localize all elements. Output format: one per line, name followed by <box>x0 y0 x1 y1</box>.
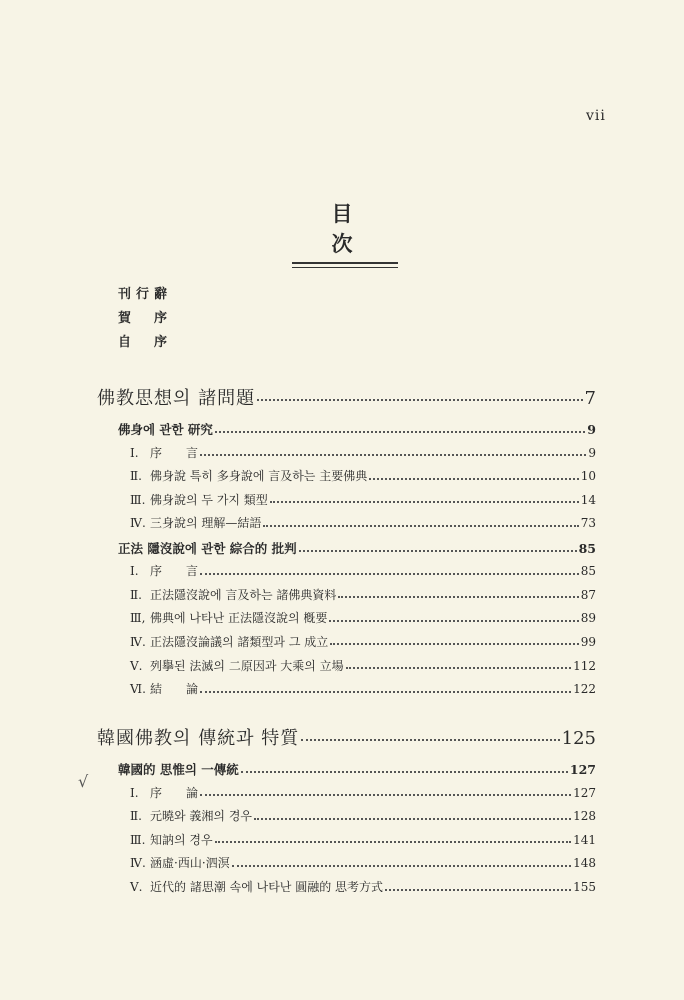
page-reference: 85 <box>578 540 596 556</box>
dot-leader <box>200 691 571 693</box>
part-entry-title <box>97 724 299 750</box>
section-title: 結 論 <box>150 682 199 697</box>
chapter-entry <box>118 760 596 778</box>
page-reference: 85 <box>580 564 596 579</box>
page-reference: 10 <box>580 469 596 484</box>
page-reference: 89 <box>580 611 596 626</box>
section-number: Ⅵ. <box>130 682 146 697</box>
chapter-entry <box>118 539 596 557</box>
front-matter-item: 賀 序 <box>118 311 173 326</box>
section-title: 涵虛·西山·泗溟 <box>150 856 230 871</box>
handwritten-check-mark: √ <box>78 772 89 791</box>
section-title: 序 言 <box>150 564 199 579</box>
title-underline <box>292 262 398 268</box>
dot-leader <box>215 431 585 433</box>
dot-leader <box>215 841 572 843</box>
page-reference: 127 <box>573 785 596 800</box>
dot-leader <box>369 478 578 480</box>
page-reference: 7 <box>584 388 596 409</box>
dot-leader <box>338 596 578 598</box>
front-matter-item: 自 序 <box>118 335 173 350</box>
section-entry <box>130 562 596 579</box>
toc-heading <box>292 198 426 268</box>
section-number: Ⅴ. <box>130 658 143 673</box>
section-entry-title <box>130 586 336 603</box>
section-entry-title <box>130 878 383 895</box>
section-title: 佛身說 특히 多身說에 言及하는 主要佛典 <box>150 469 368 484</box>
section-number: Ⅱ. <box>130 587 142 602</box>
dot-leader <box>385 889 571 891</box>
page-number: vii <box>586 108 606 124</box>
section-number: Ⅲ. <box>130 832 146 847</box>
dot-leader <box>330 643 578 645</box>
section-number: Ⅳ. <box>130 634 146 649</box>
section-number: Ⅰ. <box>130 564 139 579</box>
section-entry-title <box>130 854 230 871</box>
section-title: 近代的 諸思潮 속에 나타난 圓融的 思考方式 <box>150 880 384 894</box>
dot-leader <box>270 501 579 503</box>
section-title: 正法隱沒說에 言及하는 諸佛典資料 <box>150 587 337 602</box>
section-number: Ⅰ. <box>130 445 139 460</box>
page-reference: 128 <box>573 809 596 824</box>
section-entry <box>130 784 596 801</box>
page-reference: 155 <box>573 880 596 894</box>
front-matter <box>118 283 172 355</box>
section-title: 序 言 <box>150 445 199 460</box>
dot-leader <box>200 454 586 456</box>
section-title: 序 論 <box>150 785 199 800</box>
section-entry-title <box>130 491 268 508</box>
dot-leader <box>257 399 582 401</box>
page-reference: 122 <box>573 682 596 697</box>
chapter-title: 正法 隱沒說에 관한 綜合的 批判 <box>118 540 297 556</box>
section-entry <box>130 878 596 895</box>
section-entry-title <box>130 609 327 626</box>
section-number: Ⅱ. <box>130 469 142 484</box>
section-title: 佛身說의 두 가지 類型 <box>150 492 268 507</box>
page-reference: 73 <box>580 516 596 531</box>
section-entry <box>130 444 596 461</box>
section-entry <box>130 467 596 484</box>
dot-leader <box>254 818 571 820</box>
dot-leader <box>329 620 578 622</box>
section-entry <box>130 854 596 871</box>
section-entry-title <box>130 633 328 650</box>
section-number: Ⅳ. <box>130 516 146 531</box>
section-entry-title <box>130 657 344 674</box>
dot-leader <box>346 667 571 669</box>
dot-leader <box>200 573 579 575</box>
page-reference: 112 <box>573 658 596 673</box>
chapter-entry-title <box>118 420 213 438</box>
section-number: Ⅰ. <box>130 785 139 800</box>
section-number: Ⅱ. <box>130 809 142 824</box>
section-title: 佛典에 나타난 正法隱沒說의 槪要 <box>150 611 328 626</box>
page-reference: 14 <box>580 492 596 507</box>
front-matter-item: 刊行辭 <box>118 287 173 302</box>
section-entry-title <box>130 514 261 531</box>
dot-leader <box>200 794 571 796</box>
page-reference: 148 <box>573 856 596 871</box>
section-entry <box>130 831 596 848</box>
section-entry-title <box>130 831 213 848</box>
page-reference: 125 <box>561 728 596 749</box>
chapter-entry-title <box>118 539 297 557</box>
dot-leader <box>263 525 578 527</box>
section-number: Ⅲ, <box>130 611 146 626</box>
dot-leader <box>299 550 577 552</box>
part-title: 佛教思想의 諸問題 <box>97 388 256 409</box>
chapter-entry-title <box>118 760 239 778</box>
chapter-title: 韓國的 思惟의 一傳統 <box>118 762 239 777</box>
page-reference: 87 <box>580 587 596 602</box>
page-reference: 9 <box>587 422 596 437</box>
section-entry-title <box>130 467 367 484</box>
part-entry-title <box>97 384 255 410</box>
section-entry <box>130 657 596 674</box>
chapter-entry <box>118 420 596 438</box>
section-number: Ⅳ. <box>130 856 146 871</box>
section-entry-title <box>130 807 252 824</box>
dot-leader <box>241 771 568 773</box>
page-reference: 127 <box>569 762 596 777</box>
section-entry <box>130 807 596 824</box>
section-entry <box>130 586 596 603</box>
section-entry <box>130 633 596 650</box>
section-title: 列擧된 法滅의 二原因과 大乘의 立場 <box>150 658 344 673</box>
part-title: 韓國佛教의 傳統과 特質 <box>97 728 300 749</box>
section-number: Ⅲ. <box>130 492 146 507</box>
dot-leader <box>301 739 559 741</box>
section-number: Ⅴ. <box>130 880 143 894</box>
page-reference: 99 <box>580 634 596 649</box>
page-reference: 9 <box>588 445 596 460</box>
section-title: 元曉와 義湘의 경우 <box>150 809 252 824</box>
section-entry <box>130 491 596 508</box>
section-entry <box>130 609 596 626</box>
section-title: 知訥의 경우 <box>150 832 213 847</box>
page-reference: 141 <box>573 832 596 847</box>
section-entry-title <box>130 444 198 461</box>
section-entry-title <box>130 680 198 697</box>
page-title: 目 次 <box>331 201 426 256</box>
section-entry-title <box>130 784 198 801</box>
section-entry-title <box>130 562 198 579</box>
section-title: 三身說의 理解—結語 <box>150 516 262 531</box>
section-entry <box>130 680 596 697</box>
part-entry <box>97 724 596 750</box>
section-title: 正法隱沒論議의 諸類型과 그 成立 <box>150 634 329 649</box>
part-entry <box>97 384 596 410</box>
chapter-title: 佛身에 관한 研究 <box>118 422 213 437</box>
dot-leader <box>232 865 571 867</box>
section-entry <box>130 514 596 531</box>
